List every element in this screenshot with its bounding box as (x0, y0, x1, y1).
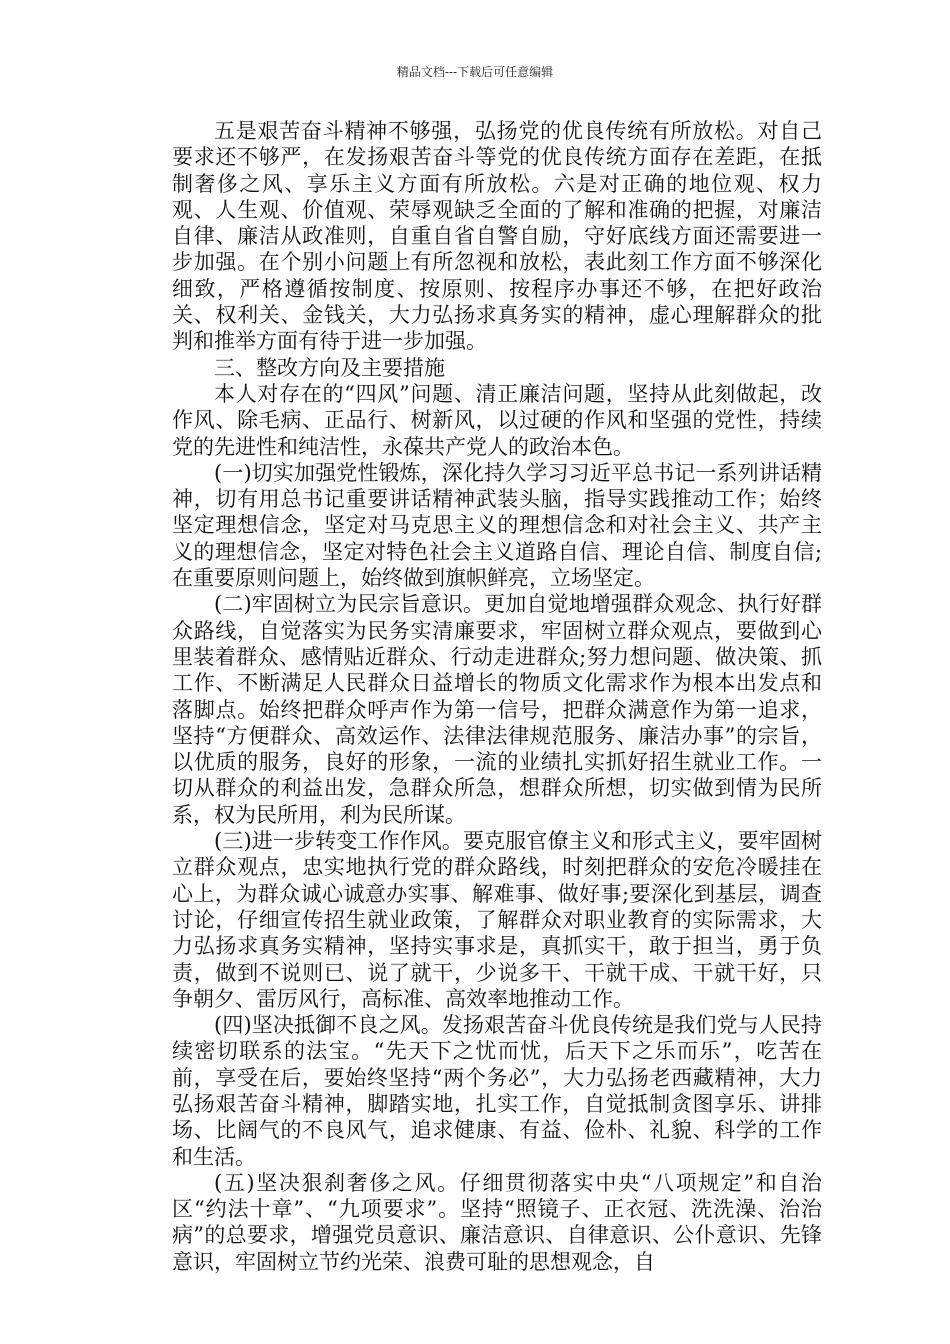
paragraph-rectification-intro: 本人对存在的“四风”问题、清正廉洁问题，坚持从此刻做起，改作风、除毛病、正品行、树新风，以过硬的作风和坚强的党性，持续党的先进性和纯洁性，永葆共产党人的政治本色。 (172, 381, 822, 459)
paragraph-measure-2: (二)牢固树立为民宗旨意识。更加自觉地增强群众观念、执行好群众路线，自觉落实为民务实清廉要求，牢固树立群众观点，要做到心里装着群众、感情贴近群众、行动走进群众;努力想问题、做决策、抓工作、不断满足人民群众日益增长的物质文化需求作为根本出发点和落脚点。始终把群众呼声作为第一信号，把群众满意作为第一追求，坚持“方便群众、高效运作、法律法律规范服务、廉洁办事”的宗旨，以优质的服务，良好的形象，一流的业绩扎实抓好招生就业工作。一切从群众的利益出发，急群众所急，想群众所想，切实做到情为民所系，权为民所用，利为民所谋。 (172, 592, 822, 827)
paragraph-work-style-shortcomings: 五是艰苦奋斗精神不够强，弘扬党的优良传统有所放松。对自己要求还不够严，在发扬艰苦奋斗等党的优良传统方面存在差距，在抵制奢侈之风、享乐主义方面有所放松。六是对正确的地位观、权力观、人生观、价值观、荣辱观缺乏全面的了解和准确的把握，对廉洁自律、廉洁从政准则，自重自省自警自励，守好底线方面还需要进一步加强。在个别小问题上有所忽视和放松，表此刻工作方面不够深化细致，严格遵循按制度、按原则、按程序办事还不够，在把好政治关、权利关、金钱关，大力弘扬求真务实的精神，虚心理解群众的批判和推举方面有待于进一步加强。 (172, 119, 822, 354)
paragraph-measure-1: (一)切实加强党性锻炼，深化持久学习习近平总书记一系列讲话精神，切有用总书记重要讲话精神武装头脑，指导实践推动工作；始终坚定理想信念，坚定对马克思主义的理想信念和对社会主义、共产主义的理想信念，坚定对特色社会主义道路自信、理论自信、制度自信;在重要原则问题上，始终做到旗帜鲜亮，立场坚定。 (172, 460, 822, 591)
page-header: 精品文档---下载后可任意编辑 (396, 65, 554, 79)
paragraph-measure-3: (三)进一步转变工作作风。要克服官僚主义和形式主义，要牢固树立群众观点，忠实地执行党的群众路线，时刻把群众的安危冷暖挂在心上，为群众诚心诚意办实事、解难事、做好事;要深化到基层，调查讨论，仔细宣传招生就业政策，了解群众对职业教育的实际需求，大力弘扬求真务实精神，坚持实事求是，真抓实干，敢于担当，勇于负责，做到不说则已、说了就干，少说多干、干就干成、干就干好，只争朝夕、雷厉风行，高标准、高效率地推动工作。 (172, 829, 822, 1011)
paragraph-measure-4: (四)坚决抵御不良之风。发扬艰苦奋斗优良传统是我们党与人民持续密切联系的法宝。“先天下之忧而忧，后天下之乐而乐”，吃苦在前，享受在后，要始终坚持“两个务必”，大力弘扬老西藏精神，大力弘扬艰苦奋斗精神，脚踏实地，扎实工作，自觉抵制贪图享乐、讲排场、比阔气的不良风气，追求健康、有益、俭朴、礼貌、科学的工作和生活。 (172, 1013, 822, 1169)
document-body (172, 118, 822, 1275)
section-heading-rectification: 三、整改方向及主要措施 (214, 355, 445, 380)
paragraph-measure-5: (五)坚决狠刹奢侈之风。仔细贯彻落实中央“八项规定”和自治区“约法十章”、“九项要求”。坚持“照镜子、正衣冠、洗洗澡、治治病”的总要求，增强党员意识、廉洁意识、自律意识、公仆意识、先锋意识，牢固树立节约光荣、浪费可耻的思想观念，自 (172, 1170, 822, 1274)
